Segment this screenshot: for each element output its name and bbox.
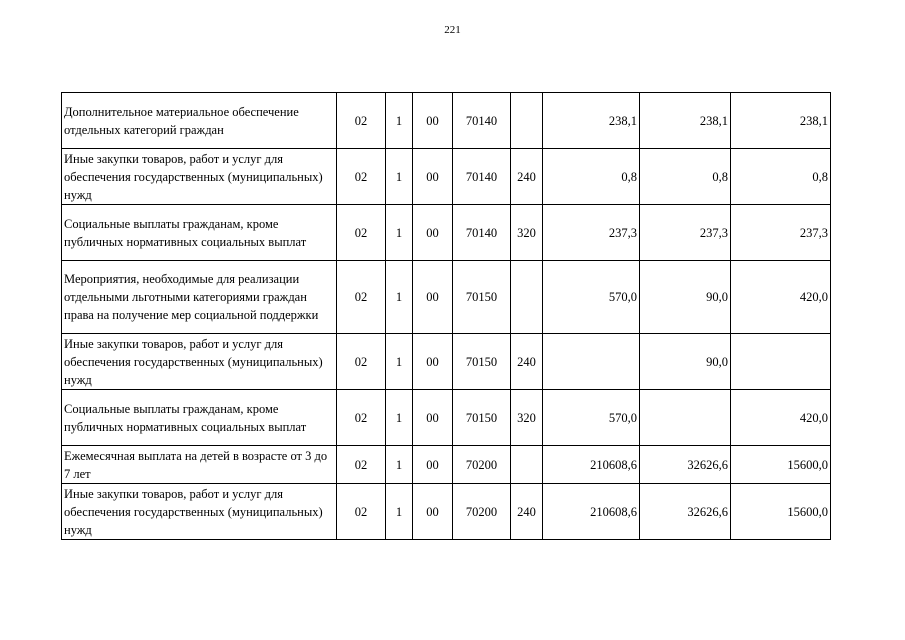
- amount-3: 238,1: [731, 93, 831, 149]
- target-code: 70150: [453, 261, 511, 334]
- amount-3: 15600,0: [731, 484, 831, 540]
- section-code: 02: [337, 261, 386, 334]
- target-code: 70150: [453, 334, 511, 390]
- expense-name: Социальные выплаты гражданам, кроме публичных нормативных социальных выплат: [62, 205, 337, 261]
- expense-name: Ежемесячная выплата на детей в возрасте от 3 до 7 лет: [62, 446, 337, 484]
- amount-2: 90,0: [640, 334, 731, 390]
- expense-name: Дополнительное материальное обеспечение отдельных категорий граждан: [62, 93, 337, 149]
- expense-type-code: 240: [511, 334, 543, 390]
- budget-table: [61, 92, 831, 540]
- amount-3: 237,3: [731, 205, 831, 261]
- amount-1: 210608,6: [543, 484, 640, 540]
- expense-name: Иные закупки товаров, работ и услуг для обеспечения государственных (муниципальных) нужд: [62, 484, 337, 540]
- program-code: 1: [386, 334, 413, 390]
- amount-1: [543, 334, 640, 390]
- section-code: 02: [337, 205, 386, 261]
- amount-1: 237,3: [543, 205, 640, 261]
- amount-1: 570,0: [543, 261, 640, 334]
- table-row: [62, 93, 831, 149]
- expense-name: Мероприятия, необходимые для реализации отдельными льготными категориями граждан права на получение мер социальной поддержки: [62, 261, 337, 334]
- amount-3: [731, 334, 831, 390]
- section-code: 02: [337, 334, 386, 390]
- subprogram-code: 00: [413, 334, 453, 390]
- target-code: 70140: [453, 149, 511, 205]
- table-row: [62, 149, 831, 205]
- target-code: 70200: [453, 446, 511, 484]
- table-row: [62, 390, 831, 446]
- expense-type-code: [511, 93, 543, 149]
- table-row: [62, 484, 831, 540]
- expense-type-code: 320: [511, 205, 543, 261]
- table-row: [62, 261, 831, 334]
- expense-type-code: [511, 261, 543, 334]
- amount-2: 90,0: [640, 261, 731, 334]
- section-code: 02: [337, 446, 386, 484]
- section-code: 02: [337, 149, 386, 205]
- program-code: 1: [386, 93, 413, 149]
- expense-type-code: 320: [511, 390, 543, 446]
- target-code: 70150: [453, 390, 511, 446]
- amount-3: 0,8: [731, 149, 831, 205]
- program-code: 1: [386, 390, 413, 446]
- subprogram-code: 00: [413, 261, 453, 334]
- amount-2: 0,8: [640, 149, 731, 205]
- section-code: 02: [337, 390, 386, 446]
- amount-2: 32626,6: [640, 484, 731, 540]
- amount-1: 238,1: [543, 93, 640, 149]
- target-code: 70140: [453, 93, 511, 149]
- program-code: 1: [386, 484, 413, 540]
- expense-name: Иные закупки товаров, работ и услуг для обеспечения государственных (муниципальных) нужд: [62, 334, 337, 390]
- subprogram-code: 00: [413, 205, 453, 261]
- amount-2: 238,1: [640, 93, 731, 149]
- program-code: 1: [386, 205, 413, 261]
- amount-1: 570,0: [543, 390, 640, 446]
- program-code: 1: [386, 149, 413, 205]
- amount-3: 15600,0: [731, 446, 831, 484]
- expense-type-code: 240: [511, 484, 543, 540]
- expense-type-code: [511, 446, 543, 484]
- amount-2: 32626,6: [640, 446, 731, 484]
- amount-2: 237,3: [640, 205, 731, 261]
- target-code: 70140: [453, 205, 511, 261]
- expense-type-code: 240: [511, 149, 543, 205]
- amount-2: [640, 390, 731, 446]
- amount-1: 0,8: [543, 149, 640, 205]
- section-code: 02: [337, 484, 386, 540]
- table-row: [62, 446, 831, 484]
- target-code: 70200: [453, 484, 511, 540]
- subprogram-code: 00: [413, 484, 453, 540]
- subprogram-code: 00: [413, 93, 453, 149]
- amount-3: 420,0: [731, 261, 831, 334]
- program-code: 1: [386, 446, 413, 484]
- subprogram-code: 00: [413, 390, 453, 446]
- table-row: [62, 205, 831, 261]
- subprogram-code: 00: [413, 149, 453, 205]
- section-code: 02: [337, 93, 386, 149]
- expense-name: Иные закупки товаров, работ и услуг для обеспечения государственных (муниципальных) нужд: [62, 149, 337, 205]
- expense-name: Социальные выплаты гражданам, кроме публичных нормативных социальных выплат: [62, 390, 337, 446]
- amount-1: 210608,6: [543, 446, 640, 484]
- page-number: 221: [444, 24, 461, 36]
- program-code: 1: [386, 261, 413, 334]
- amount-3: 420,0: [731, 390, 831, 446]
- table-row: [62, 334, 831, 390]
- subprogram-code: 00: [413, 446, 453, 484]
